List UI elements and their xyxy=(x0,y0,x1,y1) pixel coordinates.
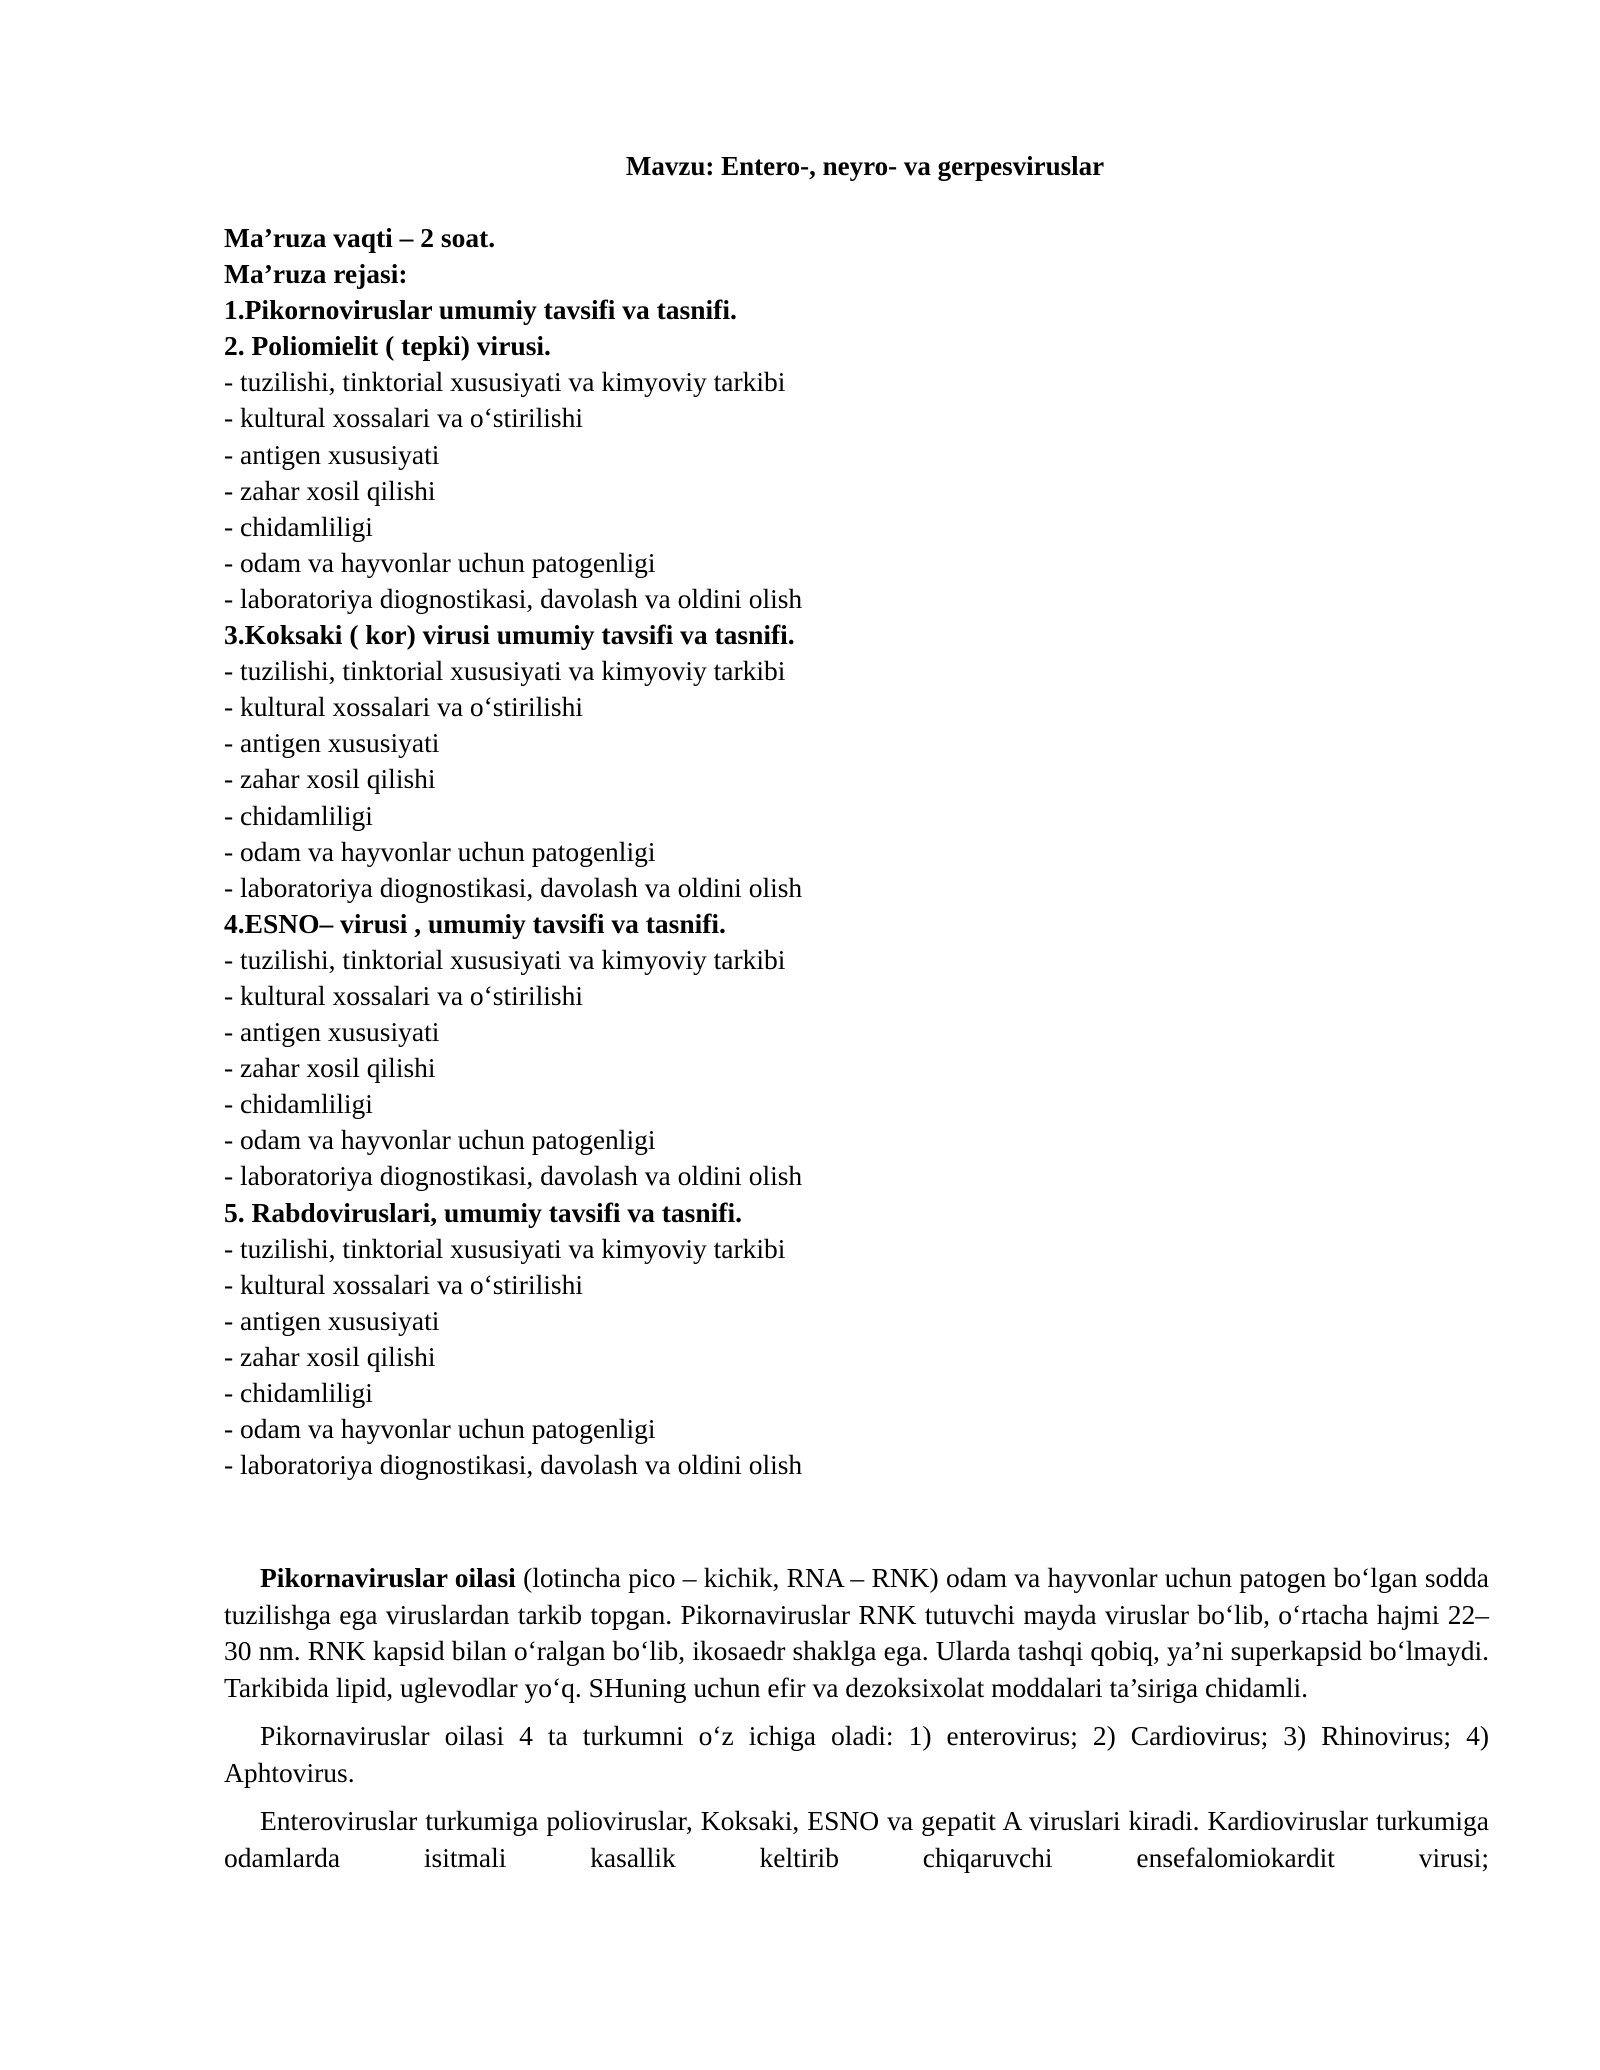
plan-heading: 4.ESNO– virusi , umumiy tavsifi va tasnifi. xyxy=(224,907,726,939)
paragraph-text: (lotincha pico – kichik, RNA – RNK) odam va hayvonlar uchun patogen bo‘lgan sodda tuzilishga ega viruslardan tarkib topgan. Pikornaviruslar RNK tutuvchi mayda viruslar bo‘lib, o‘rtacha hajmi 22–30 nm. RNK kapsid bilan o‘ralgan bo‘lib, ikosaedr shaklga ega. Ularda tashqi qobiq, ya’ni superkapsid bo‘lmaydi. Tarkibida lipid, uglevodlar yo‘q. SHuning uchun efir va dezoksixolat moddalari ta’siriga chidamli. xyxy=(224,1562,1489,1703)
plan-item: - zahar xosil qilishi xyxy=(224,1340,436,1372)
plan-heading: Ma’ruza vaqti – 2 soat. xyxy=(224,222,496,253)
plan-item: - tuzilishi, tinktorial xususiyati va kimyoviy tarkibi xyxy=(224,943,786,975)
plan-item: - odam va hayvonlar uchun patogenligi xyxy=(224,1413,656,1445)
plan-item: - kultural xossalari va o‘stirilishi xyxy=(224,402,583,434)
plan-item: - tuzilishi, tinktorial xususiyati va kimyoviy tarkibi xyxy=(224,1232,786,1264)
plan-item: - tuzilishi, tinktorial xususiyati va kimyoviy tarkibi xyxy=(224,655,786,687)
plan-item: - kultural xossalari va o‘stirilishi xyxy=(224,691,583,723)
paragraph-text: Enteroviruslar turkumiga polioviruslar, Koksaki, ESNO va gepatit A viruslari kiradi. Kardioviruslar turkumiga odamlarda isitmali kasallik keltirib chiqaruvchi ensefalomiokardit virusi; xyxy=(224,1805,1489,1873)
lecture-plan xyxy=(224,220,1504,1483)
plan-item: - laboratoriya diognostikasi, davolash va oldini olish xyxy=(224,1449,803,1481)
plan-item: - antigen xususiyati xyxy=(224,1016,440,1048)
paragraph xyxy=(224,1803,1489,1876)
plan-heading: 2. Poliomielit ( tepki) virusi. xyxy=(224,330,551,362)
plan-item: - antigen xususiyati xyxy=(224,727,440,759)
document-title: Mavzu: Entero-, neyro- va gerpesviruslar xyxy=(625,151,1105,181)
paragraph-bold-lead: Pikornaviruslar oilasi xyxy=(260,1562,516,1593)
plan-item: - chidamliligi xyxy=(224,1088,373,1120)
plan-item: - antigen xususiyati xyxy=(224,1304,440,1336)
plan-item: - laboratoriya diognostikasi, davolash va oldini olish xyxy=(224,1160,803,1192)
plan-item: - kultural xossalari va o‘stirilishi xyxy=(224,1268,583,1300)
plan-heading: 1.Pikornoviruslar umumiy tavsifi va tasnifi. xyxy=(224,294,737,326)
paragraph-text: Pikornaviruslar oilasi 4 ta turkumni o‘z ichiga oladi: 1) enterovirus; 2) Cardiovirus; 3) Rhinovirus; 4) Aphtovirus. xyxy=(224,1720,1489,1788)
plan-item: - chidamliligi xyxy=(224,799,373,831)
plan-item: - odam va hayvonlar uchun patogenligi xyxy=(224,835,656,867)
plan-heading: 5. Rabdoviruslari, umumiy tavsifi va tasnifi. xyxy=(224,1196,742,1228)
paragraph xyxy=(224,1718,1489,1791)
plan-item: - zahar xosil qilishi xyxy=(224,474,436,506)
plan-heading: 3.Koksaki ( kor) virusi umumiy tavsifi va tasnifi. xyxy=(224,619,795,651)
plan-heading: Ma’ruza rejasi: xyxy=(224,258,408,290)
plan-item: - antigen xususiyati xyxy=(224,438,440,470)
plan-item: - laboratoriya diognostikasi, davolash va oldini olish xyxy=(224,871,803,903)
paragraph xyxy=(224,1560,1489,1706)
plan-item: - chidamliligi xyxy=(224,1377,373,1408)
plan-item: - zahar xosil qilishi xyxy=(224,1052,436,1084)
plan-item: - tuzilishi, tinktorial xususiyati va kimyoviy tarkibi xyxy=(224,366,786,398)
body-text xyxy=(224,1560,1489,1888)
plan-item: - kultural xossalari va o‘stirilishi xyxy=(224,979,583,1011)
plan-item: - zahar xosil qilishi xyxy=(224,763,436,795)
plan-item: - odam va hayvonlar uchun patogenligi xyxy=(224,546,656,578)
plan-item: - chidamliligi xyxy=(224,510,373,542)
plan-item: - laboratoriya diognostikasi, davolash va oldini olish xyxy=(224,582,803,614)
plan-item: - odam va hayvonlar uchun patogenligi xyxy=(224,1124,656,1156)
